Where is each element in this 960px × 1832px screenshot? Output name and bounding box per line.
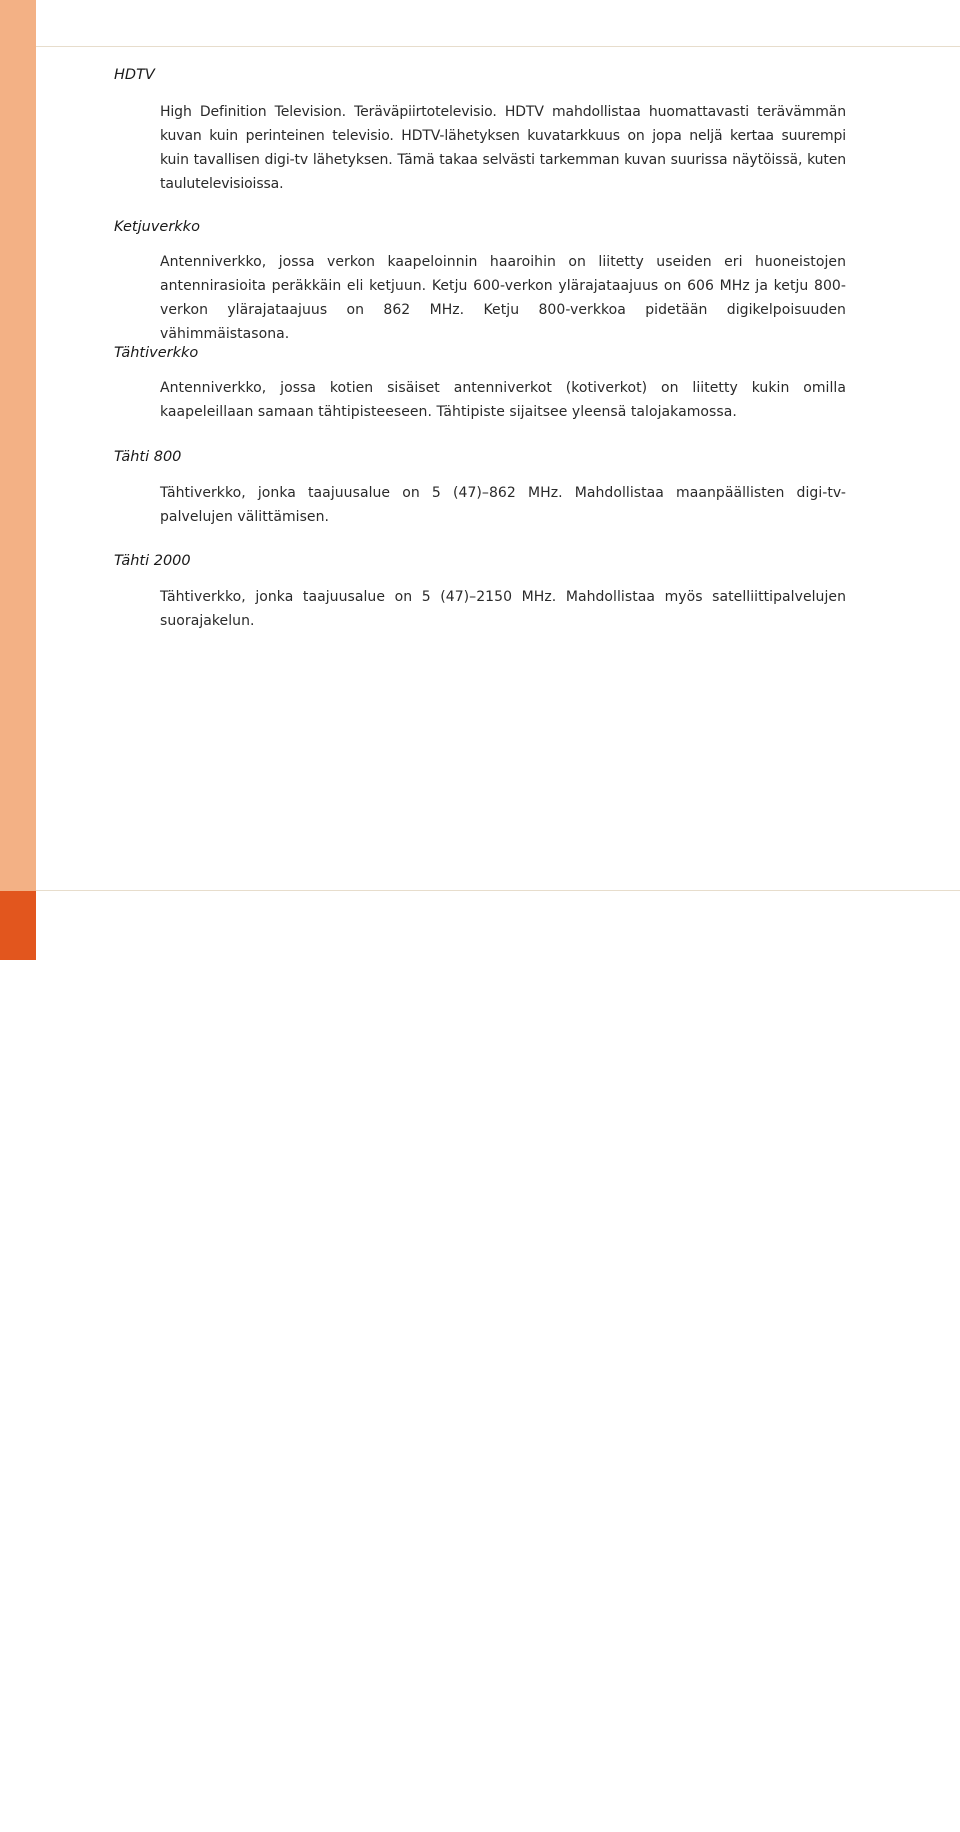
glossary-definition-tahti-800: Tähtiverkko, jonka taajuusalue on 5 (47)–862 MHz. Mahdollistaa maanpäällisten digi-tv-palvelujen välittämisen.	[160, 485, 846, 525]
glossary-definition-tahtiverkko: Antenniverkko, jossa kotien sisäiset antenniverkot (kotiverkot) on liitetty kukin omilla kaapeleillaan samaan tähtipisteeseen. Tähtipiste sijaitsee yleensä talojakamossa.	[160, 380, 846, 420]
top-rule	[36, 46, 960, 47]
side-color-band	[0, 0, 36, 960]
corner-accent-block	[0, 891, 36, 960]
glossary-definition-ketjuverkko: Antenniverkko, jossa verkon kaapeloinnin haaroihin on liitetty useiden eri huoneistojen antennirasioita peräkkäin eli ketjuun. Ketju 600-verkon ylärajataajuus on 606 MHz ja ketju 800-verkon ylärajataajuus on 862 MHz. Ketju 800-verkkoa pidetään digikelpoisuuden vähimmäistasona.	[160, 254, 846, 342]
glossary-term-tahti-2000: Tähti 2000	[114, 553, 191, 569]
bottom-rule	[36, 890, 960, 891]
glossary-term-tahtiverkko: Tähtiverkko	[114, 345, 199, 361]
corner-mark	[8, 1811, 29, 1832]
glossary-term-hdtv: HDTV	[114, 67, 155, 83]
glossary-definition-hdtv: High Definition Television. Teräväpiirtotelevisio. HDTV mahdollistaa huomattavasti terävämmän kuvan kuin perinteinen televisio. HDTV-lähetyksen kuvatarkkuus on jopa neljä kertaa suurempi kuin tavallisen digi-tv lähetyksen. Tämä takaa selvästi tarkemman kuvan suurissa näytöissä, kuten taulutelevisioissa.	[160, 104, 846, 192]
glossary-term-tahti-800: Tähti 800	[114, 449, 182, 465]
glossary-definition-tahti-2000: Tähtiverkko, jonka taajuusalue on 5 (47)–2150 MHz. Mahdollistaa myös satelliittipalvelujen suorajakelun.	[160, 589, 846, 629]
glossary-term-ketjuverkko: Ketjuverkko	[114, 219, 200, 235]
